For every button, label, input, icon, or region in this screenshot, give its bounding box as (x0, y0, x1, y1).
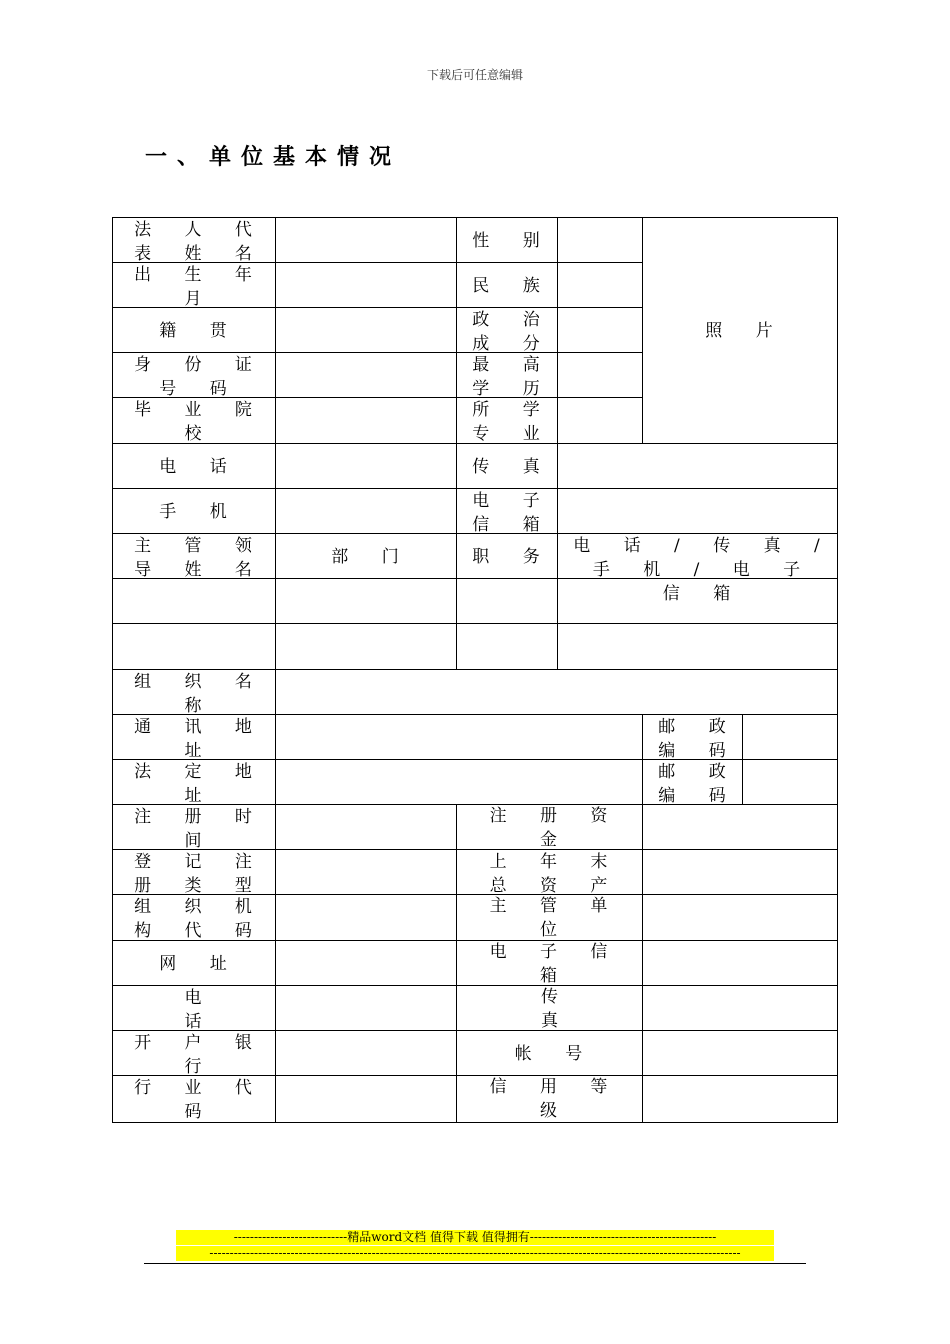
section-title: 一、单位基本情况 (145, 145, 402, 170)
field-account[interactable] (642, 1030, 838, 1076)
label-reg-capital: 注 册 资 金 (456, 804, 642, 850)
label-industry-code: 行 业 代 码 (112, 1075, 275, 1123)
field-position-2[interactable] (456, 623, 557, 670)
field-postal-code-2[interactable] (742, 759, 838, 805)
field-school[interactable] (275, 397, 456, 444)
label-fax: 传 真 (456, 443, 557, 489)
label-school: 毕 业 院 校 (112, 397, 275, 444)
label-org-name: 组 织 名 称 (112, 669, 275, 715)
field-contact-2[interactable] (557, 623, 838, 670)
label-bank: 开 户 银 行 (112, 1030, 275, 1076)
field-org-name[interactable] (275, 669, 838, 715)
label-major: 所 学 专 业 (456, 397, 557, 444)
field-id-number[interactable] (275, 352, 456, 398)
field-supervising-unit[interactable] (642, 894, 838, 941)
field-mobile[interactable] (275, 488, 456, 534)
field-org-code[interactable] (275, 894, 456, 941)
field-org-fax[interactable] (642, 985, 838, 1031)
field-gender[interactable] (557, 217, 642, 263)
unit-info-form (112, 217, 838, 1123)
field-supervisor-name-2[interactable] (112, 623, 275, 670)
field-website[interactable] (275, 940, 456, 986)
header-note: 下载后可任意编辑 (426, 68, 523, 82)
label-reg-time: 注 册 时 间 (112, 804, 275, 850)
label-postal-code-1: 邮 政 编 码 (642, 714, 743, 760)
field-phone[interactable] (275, 443, 456, 489)
field-last-year-assets[interactable] (642, 849, 838, 895)
field-contact-1[interactable] (557, 578, 838, 624)
label-mailing-address: 通 讯 地 址 (112, 714, 275, 760)
label-education: 最 高 学 历 (456, 352, 557, 398)
label-org-fax: 传 真 (456, 985, 642, 1031)
field-mailing-address[interactable] (275, 714, 642, 760)
field-department-1[interactable] (275, 578, 456, 624)
footer-line-2: ----------------------------------------------------------------------------------------------------------------------------------- (176, 1246, 774, 1261)
label-email: 电 子 信 箱 (456, 488, 557, 534)
label-political-status: 政 治 成 分 (456, 307, 557, 353)
label-contact-header: 电 话 / 传 真 / 手 机 / 电 子 信 箱 (557, 533, 838, 579)
label-birth-date: 出 生 年 月 (112, 262, 275, 308)
label-supervising-unit: 主 管 单 位 (456, 894, 642, 941)
field-department-2[interactable] (275, 623, 456, 670)
field-education[interactable] (557, 352, 642, 398)
field-reg-capital[interactable] (642, 804, 838, 850)
field-org-phone[interactable] (275, 985, 456, 1031)
label-department: 部 门 (275, 533, 456, 579)
field-reg-time[interactable] (275, 804, 456, 850)
label-org-code: 组 织 机 构 代 码 (112, 894, 275, 941)
field-birth-date[interactable] (275, 262, 456, 308)
label-last-year-assets: 上 年 末 总 资 产 (456, 849, 642, 895)
label-credit-level: 信 用 等 级 (456, 1075, 642, 1123)
label-phone: 电 话 (112, 443, 275, 489)
label-account: 帐 号 (456, 1030, 642, 1076)
label-native-place: 籍 贯 (112, 307, 275, 353)
label-gender: 性 别 (456, 217, 557, 263)
field-bank[interactable] (275, 1030, 456, 1076)
label-id-number: 身 份 证 号 码 (112, 352, 275, 398)
field-political-status[interactable] (557, 307, 642, 353)
field-major[interactable] (557, 397, 642, 444)
field-legal-rep-name[interactable] (275, 217, 456, 263)
label-website: 网 址 (112, 940, 275, 986)
label-org-email: 电 子 信 箱 (456, 940, 642, 986)
label-postal-code-2: 邮 政 编 码 (642, 759, 743, 805)
field-supervisor-name-1[interactable] (112, 578, 275, 624)
label-supervisor-name: 主 管 领 导 姓 名 (112, 533, 275, 579)
field-legal-address[interactable] (275, 759, 642, 805)
label-legal-address: 法 定 地 址 (112, 759, 275, 805)
label-position: 职 务 (456, 533, 557, 579)
field-fax[interactable] (557, 443, 838, 489)
field-ethnicity[interactable] (557, 262, 642, 308)
label-reg-type: 登 记 注 册 类 型 (112, 849, 275, 895)
field-reg-type[interactable] (275, 849, 456, 895)
field-industry-code[interactable] (275, 1075, 456, 1123)
label-mobile: 手 机 (112, 488, 275, 534)
footer-rule (144, 1263, 806, 1264)
field-position-1[interactable] (456, 578, 557, 624)
field-postal-code-1[interactable] (742, 714, 838, 760)
label-org-phone: 电 话 (112, 985, 275, 1031)
field-credit-level[interactable] (642, 1075, 838, 1123)
photo-area[interactable]: 照 片 (642, 217, 838, 444)
footer-line-1: ----------------------------精品word文档 值得下载 值得拥有---------------------------------------------- (176, 1230, 774, 1245)
field-org-email[interactable] (642, 940, 838, 986)
label-ethnicity: 民 族 (456, 262, 557, 308)
field-native-place[interactable] (275, 307, 456, 353)
label-legal-rep-name: 法 人 代 表 姓 名 (112, 217, 275, 263)
field-email[interactable] (557, 488, 838, 534)
